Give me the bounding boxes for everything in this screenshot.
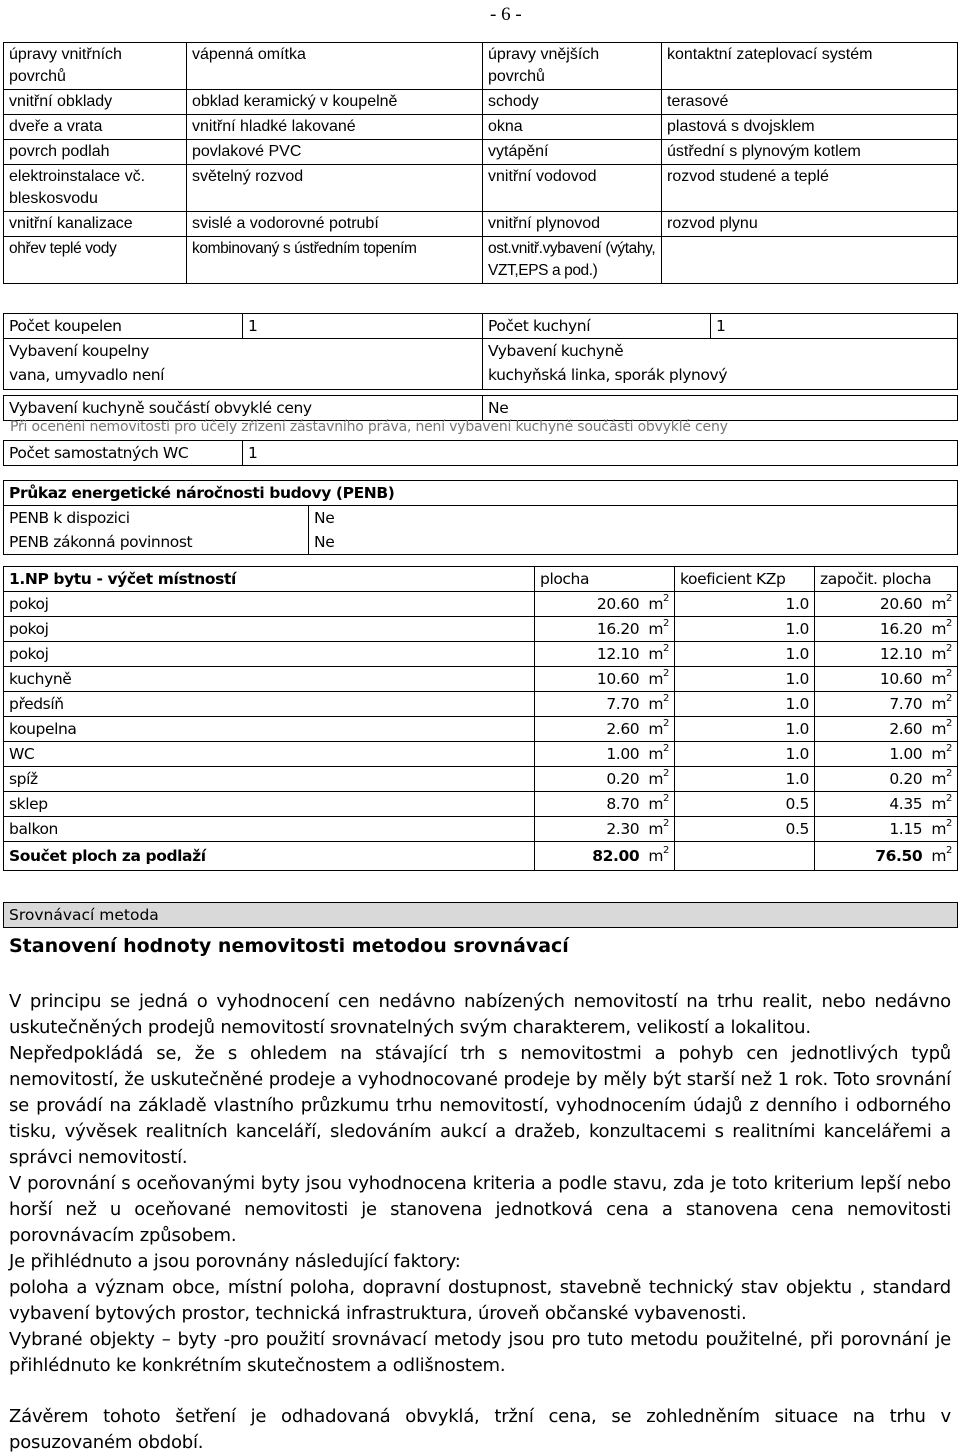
room-area: 0.20 — [606, 770, 640, 788]
kitchen-price-table — [3, 395, 958, 421]
wc-label: Počet samostatných WC — [4, 441, 243, 466]
room-row — [4, 592, 958, 617]
finishes-cell: vnitřní hladké lakované — [187, 115, 483, 140]
room-row — [4, 692, 958, 717]
finishes-cell: elektroinstalace vč. bleskosvodu — [4, 165, 187, 212]
kitchen-in-price-label: Vybavení kuchyně součástí obvyklé ceny — [4, 396, 483, 421]
col-coef-header: koeficient KZp — [675, 567, 815, 592]
room-coef: 1.0 — [675, 667, 815, 692]
room-area: 1.00 — [606, 745, 640, 763]
room-name: koupelna — [4, 717, 535, 742]
unit: $m^2$ — [648, 743, 669, 763]
room-area-cell — [535, 642, 675, 667]
room-counted: 2.60 — [889, 720, 923, 738]
room-counted: 20.60 — [879, 595, 923, 613]
room-area: 7.70 — [606, 695, 640, 713]
unit: $m^2$ — [931, 693, 952, 713]
finishes-cell: ohřev teplé vody — [4, 237, 187, 284]
room-area: 2.30 — [606, 820, 640, 838]
finishes-cell — [662, 237, 958, 284]
finishes-cell: ústřední s plynovým kotlem — [662, 140, 958, 165]
equipment-table — [3, 313, 958, 390]
unit: $m^2$ — [931, 618, 952, 638]
finishes-cell: vnitřní obklady — [4, 90, 187, 115]
room-name: pokoj — [4, 617, 535, 642]
finishes-row — [4, 43, 958, 90]
wc-value: 1 — [243, 441, 958, 466]
finishes-cell: plastová s dvojsklem — [662, 115, 958, 140]
paragraph: Je přihlédnuto a jsou porovnány následující faktory: — [9, 1251, 461, 1272]
room-name: balkon — [4, 817, 535, 842]
room-area-cell — [535, 742, 675, 767]
col-area-header: plocha — [535, 567, 675, 592]
unit: $m^2$ — [931, 818, 952, 838]
bathrooms-label: Počet koupelen — [4, 314, 243, 339]
unit: $m^2$ — [931, 718, 952, 738]
kitchens-value: 1 — [711, 314, 958, 339]
room-row — [4, 792, 958, 817]
unit: $m^2$ — [648, 593, 669, 613]
unit: $m^2$ — [648, 693, 669, 713]
page-number: - 6 - — [490, 4, 522, 25]
finishes-cell: okna — [483, 115, 662, 140]
room-name: pokoj — [4, 642, 535, 667]
room-area-cell — [535, 692, 675, 717]
room-row — [4, 817, 958, 842]
method-text — [9, 989, 951, 1379]
kitchen-note: Při ocenění nemovitostí pro účely zřízení zástavního práva, není vybavení kuchyně součástí obvyklé ceny — [10, 419, 728, 435]
unit: $m^2$ — [931, 743, 952, 763]
finishes-cell: kombinovaný s ústředním topením — [187, 237, 483, 284]
room-area-cell — [535, 817, 675, 842]
room-name: pokoj — [4, 592, 535, 617]
room-area: 16.20 — [596, 620, 640, 638]
paragraph: V principu se jedná o vyhodnocení cen nedávno nabízených nemovitostí na trhu realit, nebo nedávno uskutečněných prodejů nemovitostí srovnatelných svým charakterem, velikostí a lokalitou. — [9, 991, 951, 1038]
section-label: Srovnávací metoda — [3, 902, 958, 928]
room-counted-cell — [815, 717, 958, 742]
room-area: 10.60 — [596, 670, 640, 688]
total-coef-cell — [675, 842, 815, 871]
total-counted: 76.50 — [875, 847, 923, 865]
unit: $m^2$ — [931, 768, 952, 788]
penb-available-label: PENB k dispozici — [4, 506, 309, 531]
room-name: kuchyně — [4, 667, 535, 692]
unit: $m^2$ — [648, 643, 669, 663]
finishes-cell: dveře a vrata — [4, 115, 187, 140]
room-name: předsíň — [4, 692, 535, 717]
room-counted-cell — [815, 667, 958, 692]
kitchen-equipment-label: Vybavení kuchyně — [483, 339, 958, 364]
room-counted: 7.70 — [889, 695, 923, 713]
finishes-cell: vápenná omítka — [187, 43, 483, 90]
finishes-cell: vnitřní vodovod — [483, 165, 662, 212]
paragraph: poloha a význam obce, místní poloha, dopravní dostupnost, stavebně technický stav objektu , standard vybavení bytových prostor, technická infrastruktura, úroveň občanské vybavenosti. — [9, 1277, 951, 1324]
total-label: Součet ploch za podlaží — [4, 842, 535, 871]
room-area-cell — [535, 617, 675, 642]
finishes-cell: vnitřní kanalizace — [4, 212, 187, 237]
unit: $m^2$ — [648, 668, 669, 688]
kitchen-in-price-value: Ne — [483, 396, 958, 421]
finishes-cell: terasové — [662, 90, 958, 115]
penb-mandatory-value: Ne — [309, 530, 958, 555]
room-coef: 1.0 — [675, 642, 815, 667]
room-counted-cell — [815, 742, 958, 767]
finishes-row — [4, 165, 958, 212]
unit: $m^2$ — [931, 793, 952, 813]
room-row — [4, 617, 958, 642]
room-row — [4, 717, 958, 742]
room-area: 8.70 — [606, 795, 640, 813]
finishes-row — [4, 212, 958, 237]
total-area: 82.00 — [592, 847, 640, 865]
room-counted-cell — [815, 817, 958, 842]
unit: $m^2$ — [648, 618, 669, 638]
room-name: sklep — [4, 792, 535, 817]
finishes-cell: úpravy vnitřních povrchů — [4, 43, 187, 90]
finishes-row — [4, 140, 958, 165]
room-area: 12.10 — [596, 645, 640, 663]
room-counted: 1.15 — [889, 820, 923, 838]
room-area-cell — [535, 767, 675, 792]
kitchens-label: Počet kuchyní — [483, 314, 711, 339]
room-counted-cell — [815, 792, 958, 817]
room-name: spíž — [4, 767, 535, 792]
kitchen-equipment-value: kuchyňská linka, sporák plynový — [483, 363, 958, 390]
room-row — [4, 767, 958, 792]
room-counted-cell — [815, 617, 958, 642]
room-counted-cell — [815, 767, 958, 792]
room-coef: 1.0 — [675, 767, 815, 792]
unit: $m^2$ — [931, 845, 952, 865]
total-area-cell — [535, 842, 675, 871]
bathrooms-value: 1 — [243, 314, 483, 339]
conclusion: Závěrem tohoto šetření je odhadovaná obvyklá, tržní cena, se zohledněním situace na trhu v posuzovaném období. — [9, 1406, 951, 1453]
penb-available-value: Ne — [309, 506, 958, 531]
finishes-row — [4, 115, 958, 140]
paragraph: Vybrané objekty – byty -pro použití srovnávací metody jsou pro tuto metodu použitelné, při porovnání je přihlédnuto ke konkrétním skutečnostem a odlišnostem. — [9, 1329, 951, 1376]
room-area-cell — [535, 667, 675, 692]
finishes-cell: světelný rozvod — [187, 165, 483, 212]
room-counted: 0.20 — [889, 770, 923, 788]
finishes-row — [4, 237, 958, 284]
rooms-total-row — [4, 842, 958, 871]
room-row — [4, 642, 958, 667]
finishes-table — [3, 42, 958, 284]
paragraph: Nepředpokládá se, že s ohledem na stávající trh s nemovitostmi a pohyb cen jednotlivých typů nemovitostí, že uskutečněné prodeje a vyhodnocované prodeje by měly být starší než 1 rok. Toto srovnání se provádí na základě vlastního průzkumu trhu nemovitostí, vyhodnocením údajů z denního i odborného tisku, vývěsek realitních kanceláří, sledováním aukcí a dražeb, konzultacemi s realitními kancelářemi a správci nemovitostí. — [9, 1043, 951, 1168]
unit: $m^2$ — [648, 845, 669, 865]
finishes-cell: svislé a vodorovné potrubí — [187, 212, 483, 237]
room-counted-cell — [815, 592, 958, 617]
finishes-cell: ost.vnitř.vybavení (výtahy, VZT,EPS a pod.) — [483, 237, 662, 284]
rooms-table — [3, 566, 958, 871]
room-counted-cell — [815, 692, 958, 717]
room-coef: 1.0 — [675, 617, 815, 642]
finishes-cell: úpravy vnějších povrchů — [483, 43, 662, 90]
finishes-cell: kontaktní zateplovací systém — [662, 43, 958, 90]
room-coef: 1.0 — [675, 742, 815, 767]
room-area-cell — [535, 592, 675, 617]
room-counted: 16.20 — [879, 620, 923, 638]
unit: $m^2$ — [648, 818, 669, 838]
unit: $m^2$ — [931, 668, 952, 688]
room-row — [4, 742, 958, 767]
finishes-cell: vnitřní plynovod — [483, 212, 662, 237]
room-area-cell — [535, 792, 675, 817]
finishes-cell: rozvod plynu — [662, 212, 958, 237]
penb-mandatory-label: PENB zákonná povinnost — [4, 530, 309, 555]
bathroom-equipment-value: vana, umyvadlo není — [4, 363, 483, 390]
room-coef: 0.5 — [675, 817, 815, 842]
unit: $m^2$ — [648, 768, 669, 788]
finishes-cell: povrch podlah — [4, 140, 187, 165]
unit: $m^2$ — [931, 593, 952, 613]
finishes-cell: vytápění — [483, 140, 662, 165]
finishes-cell: povlakové PVC — [187, 140, 483, 165]
room-area-cell — [535, 717, 675, 742]
method-heading: Stanovení hodnoty nemovitosti metodou srovnávací — [9, 935, 569, 957]
finishes-cell: obklad keramický v koupelně — [187, 90, 483, 115]
bathroom-equipment-label: Vybavení koupelny — [4, 339, 483, 364]
room-counted: 4.35 — [889, 795, 923, 813]
finishes-row — [4, 90, 958, 115]
room-coef: 1.0 — [675, 692, 815, 717]
penb-title: Průkaz energetické náročnosti budovy (PENB) — [4, 481, 958, 506]
room-name: WC — [4, 742, 535, 767]
paragraph: V porovnání s oceňovanými byty jsou vyhodnocena kriteria a podle stavu, zda je toto kriterium lepší nebo horší než u oceňované nemovitosti je stanovena jednotková cena a stanovena cena nemovitosti porovnávacím způsobem. — [9, 1173, 951, 1246]
unit: $m^2$ — [648, 718, 669, 738]
room-area: 2.60 — [606, 720, 640, 738]
room-counted: 10.60 — [879, 670, 923, 688]
unit: $m^2$ — [931, 643, 952, 663]
room-counted-cell — [815, 642, 958, 667]
room-area: 20.60 — [596, 595, 640, 613]
penb-table — [3, 480, 958, 555]
total-counted-cell — [815, 842, 958, 871]
wc-table — [3, 440, 958, 466]
room-counted: 12.10 — [879, 645, 923, 663]
room-coef: 1.0 — [675, 717, 815, 742]
finishes-cell: schody — [483, 90, 662, 115]
rooms-title: 1.NP bytu - výčet místností — [4, 567, 535, 592]
finishes-cell: rozvod studené a teplé — [662, 165, 958, 212]
room-coef: 1.0 — [675, 592, 815, 617]
room-row — [4, 667, 958, 692]
col-counted-header: započit. plocha — [815, 567, 958, 592]
room-counted: 1.00 — [889, 745, 923, 763]
unit: $m^2$ — [648, 793, 669, 813]
room-coef: 0.5 — [675, 792, 815, 817]
